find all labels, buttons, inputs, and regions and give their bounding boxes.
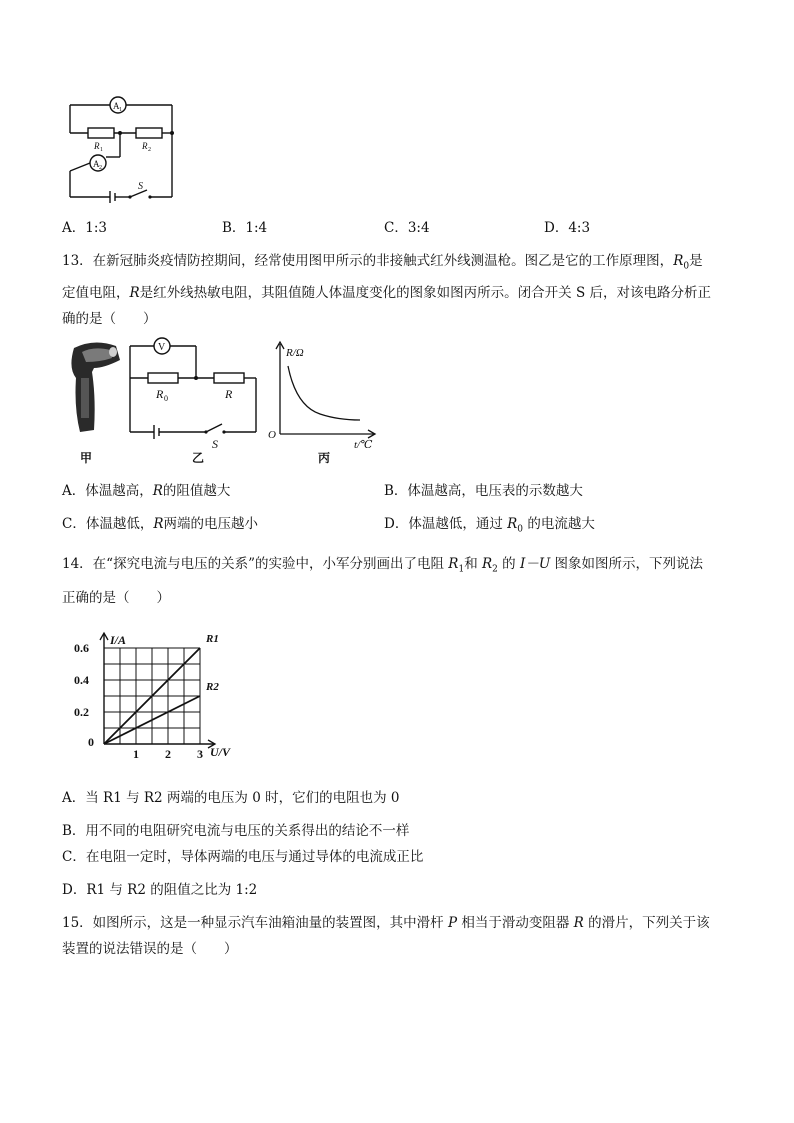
q14-stem-line2: 正确的是（ ） xyxy=(62,590,170,606)
fig-label-jia: 甲 xyxy=(80,451,93,465)
x-axis-label: U/V xyxy=(210,745,231,759)
q13-option-c[interactable]: C．体温越低，R两端的电压越小 xyxy=(62,516,259,532)
q13-stem-line3: 确的是（ ） xyxy=(62,311,157,327)
series-label-r2: R2 xyxy=(206,681,219,693)
q13-option-a[interactable]: A．体温越高，R的阻值越大 xyxy=(62,483,231,499)
a1-label: A xyxy=(113,101,120,111)
q14-option-c[interactable]: C．在电阻一定时，导体两端的电压与通过导体的电流成正比 xyxy=(62,849,424,865)
q15-stem-line1: 15．如图所示，这是一种显示汽车油箱油量的装置图，其中滑杆 P 相当于滑动变阻器 R 的滑片，下列关于该 xyxy=(62,915,710,931)
r1-label: R xyxy=(94,141,100,151)
thermometer-gun-image xyxy=(64,338,124,438)
voltmeter-label: V xyxy=(158,342,166,353)
r-label: R xyxy=(225,387,233,401)
svg-text:1: 1 xyxy=(100,147,103,153)
q12-circuit-diagram xyxy=(62,95,182,207)
q12-option-b[interactable]: B．1:4 xyxy=(222,220,268,236)
q13-circuit-diagram xyxy=(124,332,264,452)
svg-text:2: 2 xyxy=(148,147,151,153)
q15-stem-line2: 装置的说法错误的是（ ） xyxy=(62,941,238,957)
r2-label: R xyxy=(142,141,148,151)
q14-option-a[interactable]: A．当 R1 与 R2 两端的电压为 0 时，它们的电阻也为 0 xyxy=(62,790,400,806)
x-tick-label: 3 xyxy=(197,747,203,761)
q12-option-c[interactable]: C．3:4 xyxy=(384,220,430,236)
a2-label: A xyxy=(93,159,100,169)
q13-r-t-graph xyxy=(262,336,382,448)
series-label-r1: R1 xyxy=(206,633,219,645)
q14-option-d[interactable]: D．R1 与 R2 的阻值之比为 1:2 xyxy=(62,882,258,898)
q14-iu-chart xyxy=(60,618,260,768)
x-tick-label: 1 xyxy=(133,747,139,761)
q13-option-b[interactable]: B．体温越高，电压表的示数越大 xyxy=(384,483,583,499)
svg-text:2: 2 xyxy=(99,165,102,171)
q13-stem-line1: 13．在新冠肺炎疫情防控期间，经常使用图甲所示的非接触式红外线测温枪。图乙是它的工作原理图，$R_0$是 xyxy=(62,253,703,272)
svg-text:1: 1 xyxy=(119,107,122,113)
x-tick-label: 0 xyxy=(88,735,94,749)
y-tick-label: 0.4 xyxy=(74,673,89,687)
q13-stem-line2: 定值电阻，R是红外线热敏电阻，其阻值随人体温度变化的图象如图丙所示。闭合开关 S 后，对该电路分析正 xyxy=(62,285,712,301)
svg-text:0: 0 xyxy=(164,394,168,403)
q12-option-a[interactable]: A．1:3 xyxy=(62,220,107,236)
fig-label-bing: 丙 xyxy=(318,451,331,465)
q14-stem-line1: 14．在“探究电流与电压的关系”的实验中，小军分别画出了电阻 $R_1$和 $R_2$ 的 I－U 图象如图所示，下列说法 xyxy=(62,556,703,575)
q13-option-d[interactable]: D．体温越低，通过 $R_0$ 的电流越大 xyxy=(384,516,595,535)
x-tick-label: 2 xyxy=(165,747,171,761)
q12-option-d[interactable]: D．4:3 xyxy=(544,220,591,236)
switch-s-label: S xyxy=(212,437,218,451)
graph-y-axis-label: R/Ω xyxy=(286,347,304,359)
q14-option-b[interactable]: B．用不同的电阻研究电流与电压的关系得出的结论不一样 xyxy=(62,823,410,839)
graph-origin-label: O xyxy=(268,429,276,441)
y-tick-label: 0.2 xyxy=(74,705,89,719)
r0-label: R xyxy=(156,387,164,401)
y-tick-label: 0.6 xyxy=(74,641,89,655)
y-axis-label: I/A xyxy=(110,633,127,647)
switch-label: S xyxy=(138,181,143,192)
fig-label-yi: 乙 xyxy=(192,451,205,465)
graph-x-axis-label: t/℃ xyxy=(354,439,373,448)
